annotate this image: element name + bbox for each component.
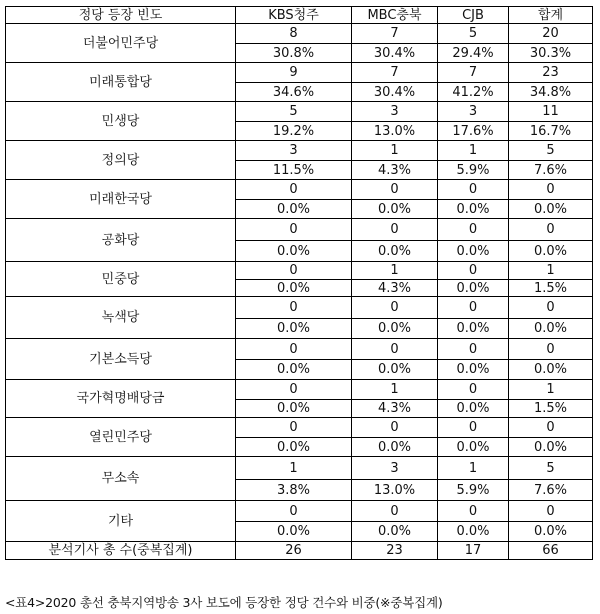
table-caption: <표4>2020 총선 충북지역방송 3사 보도에 등장한 정당 건수와 비중(※중복집계) [5, 595, 443, 610]
count-cell: 1 [438, 457, 509, 480]
count-cell: 5 [438, 24, 509, 44]
party-count-row [6, 141, 593, 161]
party-count-row [6, 219, 593, 241]
count-cell: 0 [509, 219, 593, 241]
count-cell: 7 [438, 63, 509, 83]
count-cell: 0 [509, 418, 593, 438]
party-count-row [6, 339, 593, 360]
count-cell: 0 [509, 501, 593, 522]
count-cell: 1 [438, 141, 509, 161]
count-cell: 0 [509, 339, 593, 360]
percent-cell: 16.7% [509, 122, 593, 141]
table-body [6, 7, 593, 560]
percent-cell: 0.0% [352, 241, 438, 262]
count-cell: 11 [509, 102, 593, 122]
count-cell: 3 [438, 102, 509, 122]
count-cell: 0 [438, 418, 509, 438]
percent-cell: 34.8% [509, 83, 593, 102]
percent-cell: 5.9% [438, 480, 509, 501]
total-value-cell: 66 [509, 542, 593, 560]
percent-cell: 0.0% [236, 280, 352, 297]
percent-cell: 0.0% [509, 438, 593, 457]
percent-cell: 34.6% [236, 83, 352, 102]
count-cell: 0 [438, 262, 509, 280]
count-cell: 0 [509, 180, 593, 200]
header-cell: 정당 등장 빈도 [6, 7, 236, 24]
percent-cell: 30.4% [352, 83, 438, 102]
percent-cell: 30.3% [509, 44, 593, 63]
count-cell: 1 [352, 141, 438, 161]
count-cell: 0 [438, 219, 509, 241]
percent-cell: 30.4% [352, 44, 438, 63]
party-count-row [6, 457, 593, 480]
party-name-cell: 더불어민주당 [6, 24, 236, 63]
party-name-cell: 공화당 [6, 219, 236, 262]
percent-cell: 0.0% [236, 522, 352, 542]
count-cell: 0 [438, 339, 509, 360]
count-cell: 0 [509, 297, 593, 319]
count-cell: 1 [509, 380, 593, 400]
percent-cell: 13.0% [352, 480, 438, 501]
count-cell: 0 [438, 297, 509, 319]
percent-cell: 0.0% [236, 319, 352, 339]
count-cell: 0 [352, 180, 438, 200]
header-cell: KBS청주 [236, 7, 352, 24]
percent-cell: 13.0% [352, 122, 438, 141]
header-cell: 합계 [509, 7, 593, 24]
party-count-row [6, 102, 593, 122]
percent-cell: 0.0% [438, 241, 509, 262]
percent-cell: 0.0% [438, 400, 509, 418]
count-cell: 0 [236, 219, 352, 241]
count-cell: 0 [352, 418, 438, 438]
count-cell: 0 [438, 380, 509, 400]
count-cell: 7 [352, 24, 438, 44]
count-cell: 3 [352, 102, 438, 122]
count-cell: 0 [236, 180, 352, 200]
total-row [6, 542, 593, 560]
party-count-row [6, 380, 593, 400]
count-cell: 5 [236, 102, 352, 122]
percent-cell: 0.0% [352, 438, 438, 457]
party-count-row [6, 24, 593, 44]
percent-cell: 0.0% [352, 200, 438, 219]
total-value-cell: 23 [352, 542, 438, 560]
count-cell: 0 [352, 297, 438, 319]
count-cell: 0 [236, 418, 352, 438]
count-cell: 1 [352, 380, 438, 400]
party-name-cell: 정의당 [6, 141, 236, 180]
party-count-row [6, 297, 593, 319]
party-name-cell: 기본소득당 [6, 339, 236, 380]
percent-cell: 4.3% [352, 400, 438, 418]
header-cell: MBC충북 [352, 7, 438, 24]
count-cell: 0 [236, 501, 352, 522]
count-cell: 0 [352, 501, 438, 522]
party-name-cell: 미래한국당 [6, 180, 236, 219]
count-cell: 0 [438, 501, 509, 522]
party-frequency-table [5, 6, 593, 560]
count-cell: 1 [509, 262, 593, 280]
percent-cell: 19.2% [236, 122, 352, 141]
count-cell: 0 [236, 262, 352, 280]
percent-cell: 29.4% [438, 44, 509, 63]
count-cell: 0 [352, 219, 438, 241]
header-cell: CJB [438, 7, 509, 24]
party-count-row [6, 262, 593, 280]
count-cell: 0 [236, 339, 352, 360]
party-name-cell: 열린민주당 [6, 418, 236, 457]
percent-cell: 1.5% [509, 400, 593, 418]
count-cell: 0 [236, 380, 352, 400]
percent-cell: 0.0% [352, 522, 438, 542]
party-count-row [6, 180, 593, 200]
percent-cell: 0.0% [236, 400, 352, 418]
party-name-cell: 미래통합당 [6, 63, 236, 102]
percent-cell: 17.6% [438, 122, 509, 141]
count-cell: 0 [438, 180, 509, 200]
percent-cell: 0.0% [438, 360, 509, 380]
total-label-cell: 분석기사 총 수(중복집계) [6, 542, 236, 560]
percent-cell: 0.0% [509, 360, 593, 380]
party-count-row [6, 63, 593, 83]
percent-cell: 0.0% [438, 522, 509, 542]
party-name-cell: 민중당 [6, 262, 236, 297]
percent-cell: 11.5% [236, 161, 352, 180]
count-cell: 8 [236, 24, 352, 44]
percent-cell: 4.3% [352, 161, 438, 180]
percent-cell: 0.0% [236, 241, 352, 262]
percent-cell: 0.0% [352, 360, 438, 380]
total-value-cell: 17 [438, 542, 509, 560]
percent-cell: 0.0% [236, 438, 352, 457]
percent-cell: 0.0% [236, 200, 352, 219]
party-name-cell: 무소속 [6, 457, 236, 501]
count-cell: 5 [509, 457, 593, 480]
party-name-cell: 기타 [6, 501, 236, 542]
count-cell: 0 [352, 339, 438, 360]
percent-cell: 7.6% [509, 480, 593, 501]
party-name-cell: 민생당 [6, 102, 236, 141]
percent-cell: 1.5% [509, 280, 593, 297]
percent-cell: 7.6% [509, 161, 593, 180]
percent-cell: 4.3% [352, 280, 438, 297]
count-cell: 7 [352, 63, 438, 83]
percent-cell: 0.0% [509, 200, 593, 219]
percent-cell: 0.0% [438, 200, 509, 219]
percent-cell: 3.8% [236, 480, 352, 501]
count-cell: 23 [509, 63, 593, 83]
count-cell: 1 [236, 457, 352, 480]
count-cell: 9 [236, 63, 352, 83]
percent-cell: 0.0% [509, 241, 593, 262]
percent-cell: 0.0% [438, 319, 509, 339]
percent-cell: 41.2% [438, 83, 509, 102]
percent-cell: 0.0% [509, 319, 593, 339]
percent-cell: 5.9% [438, 161, 509, 180]
party-name-cell: 국가혁명배당금 [6, 380, 236, 418]
percent-cell: 0.0% [509, 522, 593, 542]
count-cell: 0 [236, 297, 352, 319]
percent-cell: 0.0% [438, 280, 509, 297]
percent-cell: 0.0% [438, 438, 509, 457]
count-cell: 5 [509, 141, 593, 161]
percent-cell: 0.0% [352, 319, 438, 339]
total-value-cell: 26 [236, 542, 352, 560]
table-header-row [6, 7, 593, 24]
count-cell: 20 [509, 24, 593, 44]
percent-cell: 30.8% [236, 44, 352, 63]
count-cell: 3 [352, 457, 438, 480]
count-cell: 1 [352, 262, 438, 280]
party-count-row [6, 418, 593, 438]
party-name-cell: 녹색당 [6, 297, 236, 339]
party-count-row [6, 501, 593, 522]
percent-cell: 0.0% [236, 360, 352, 380]
count-cell: 3 [236, 141, 352, 161]
